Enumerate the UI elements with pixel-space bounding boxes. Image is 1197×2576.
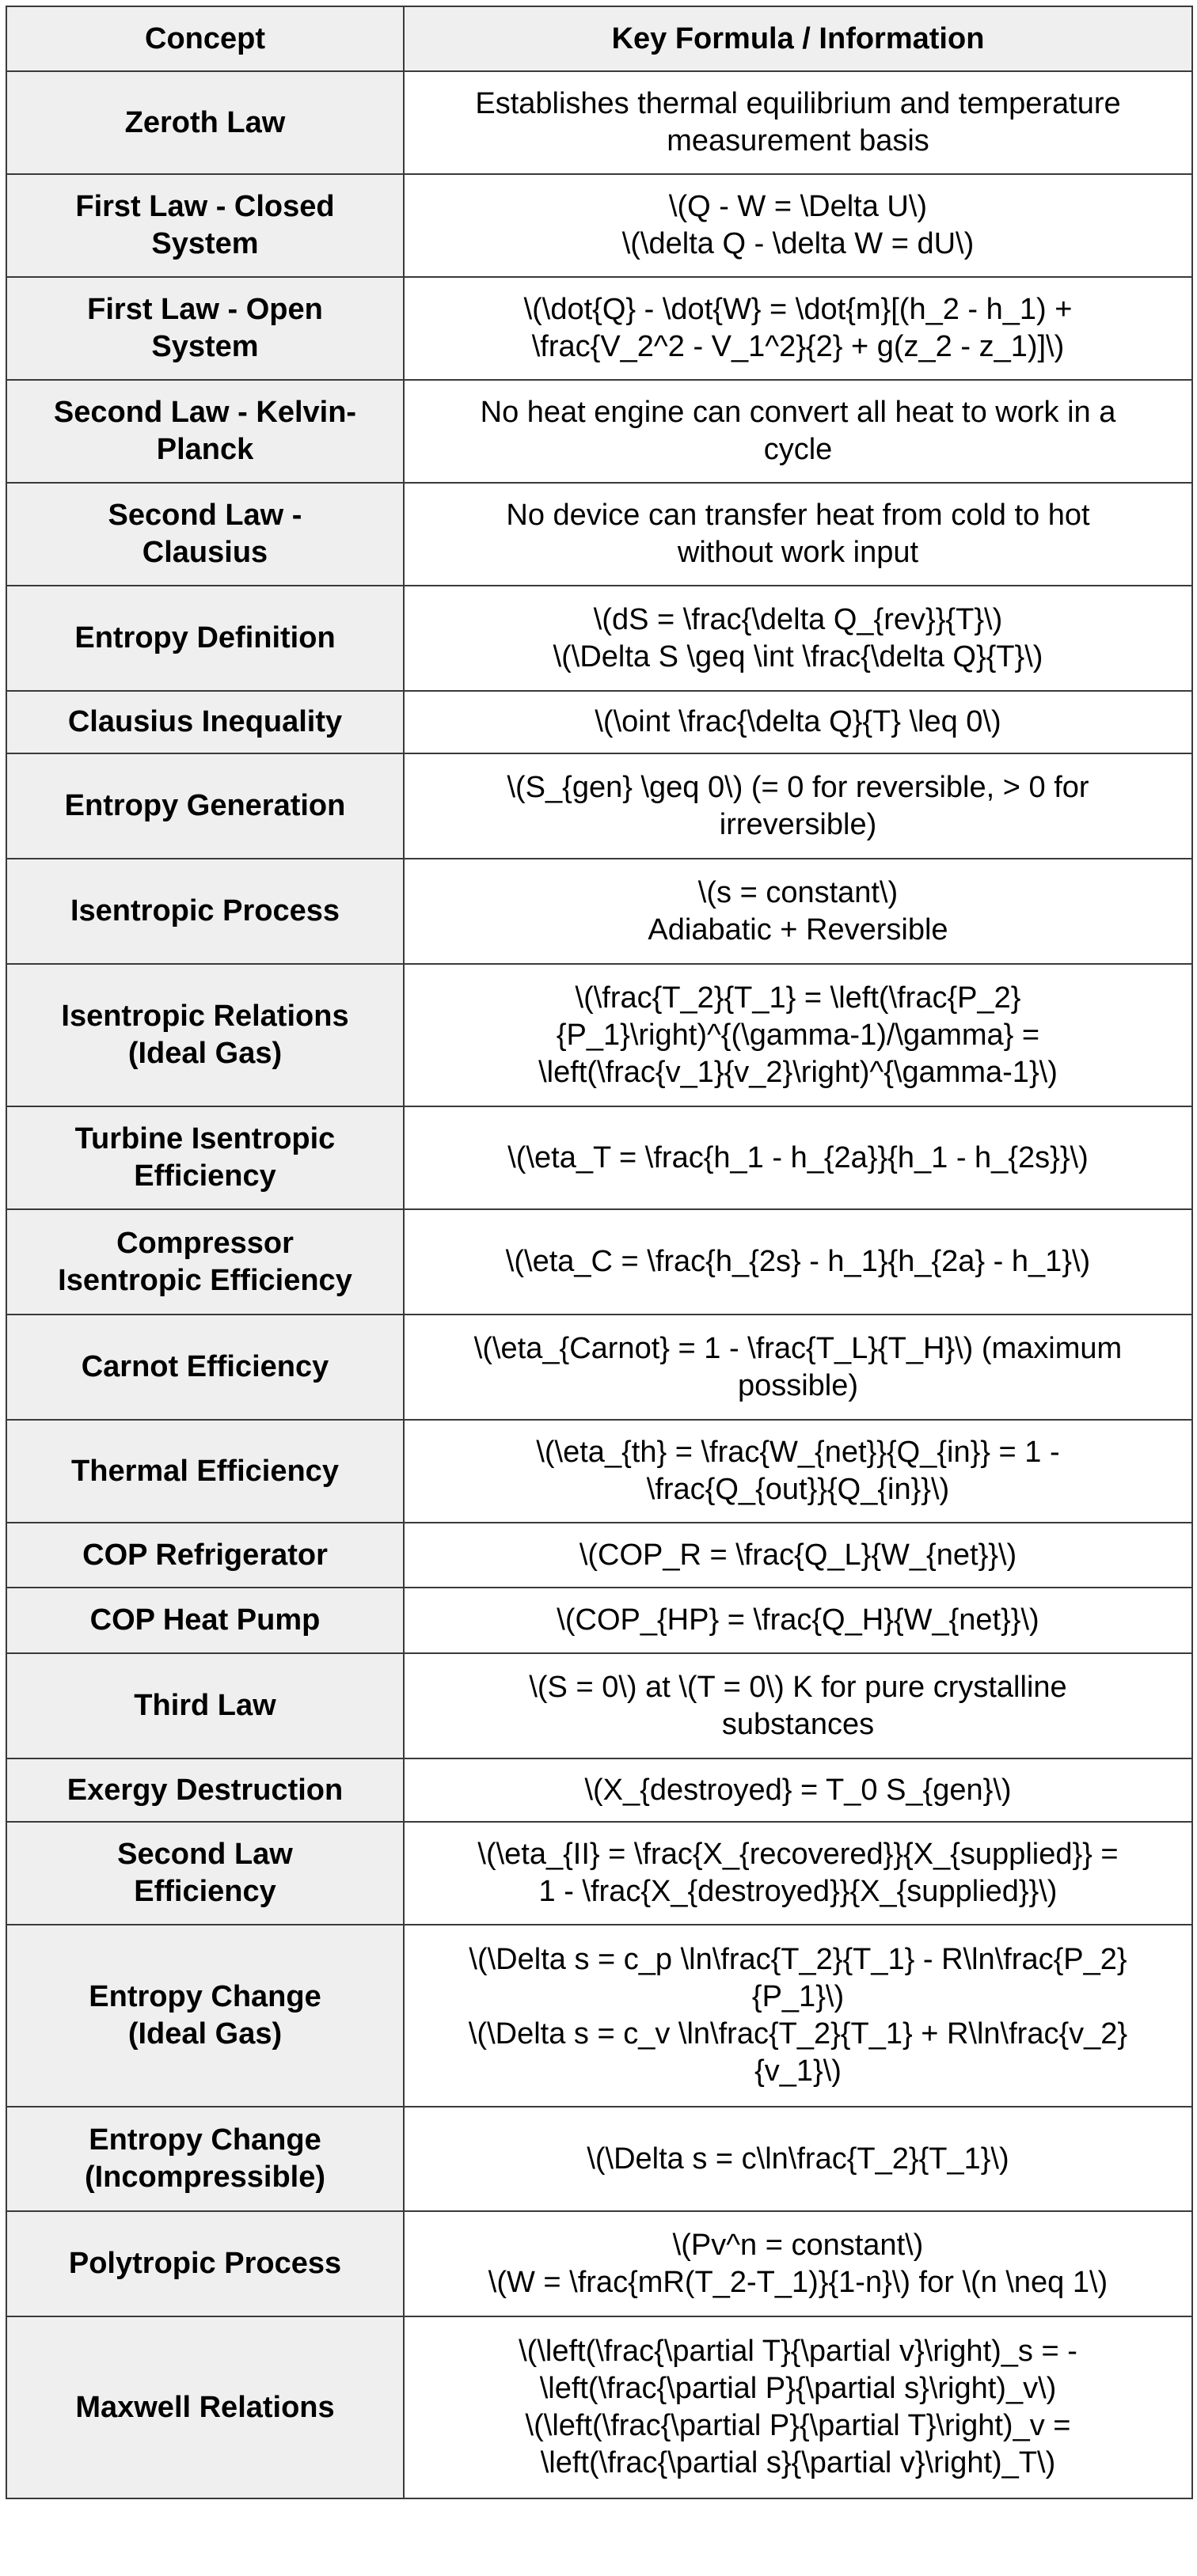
table-header-row [6, 6, 1192, 71]
formula-cell [404, 2211, 1192, 2316]
concept-line: Zeroth Law [124, 105, 286, 139]
formula-cell [404, 586, 1192, 691]
formula-cell [404, 1822, 1192, 1925]
table-row [6, 1106, 1192, 1209]
formula-line: \(\eta_C = \frac{h_{2s} - h_1}{h_{2a} - h_1}\) [505, 1245, 1091, 1278]
formula-line: \(COP_R = \frac{Q_L}{W_{net}}\) [579, 1538, 1017, 1572]
formula-cell [404, 691, 1192, 753]
formula-line: \(\left(\frac{\partial T}{\partial v}\right)_s = - [519, 2335, 1077, 2368]
concept-cell [6, 1653, 404, 1758]
table-row [6, 1523, 1192, 1588]
concept-cell [6, 859, 404, 964]
formula-line: \(\frac{T_2}{T_1} = \left(\frac{P_2} [575, 981, 1021, 1015]
concept-cell [6, 1420, 404, 1523]
table-row [6, 859, 1192, 964]
concept-cell [6, 1588, 404, 1653]
table-row [6, 1925, 1192, 2107]
formula-line: \(\dot{Q} - \dot{W} = \dot{m}[(h_2 - h_1) + [523, 293, 1073, 326]
concept-line: Carnot Efficiency [81, 1350, 329, 1383]
formula-line: \(\eta_T = \frac{h_1 - h_{2a}}{h_1 - h_{2s}}\) [507, 1140, 1089, 1174]
concept-cell [6, 2107, 404, 2211]
concept-line: System [151, 227, 259, 260]
concept-line: Isentropic Relations [61, 1000, 349, 1033]
formula-line: No heat engine can convert all heat to work in a [480, 396, 1116, 429]
concept-line: Third Law [134, 1689, 276, 1722]
concept-line: Thermal Efficiency [71, 1454, 339, 1488]
formula-line: \(\eta_{th} = \frac{W_{net}}{Q_{in}} = 1 - [536, 1436, 1060, 1469]
table-row [6, 691, 1192, 753]
concept-line: COP Heat Pump [89, 1603, 321, 1637]
concept-line: Exergy Destruction [66, 1773, 344, 1807]
formula-line: Adiabatic + Reversible [648, 912, 948, 947]
table-body [6, 71, 1192, 2498]
formula-cell [404, 380, 1192, 483]
concept-line: (Ideal Gas) [127, 1037, 283, 1070]
formula-line: \left(\frac{v_1}{v_2}\right)^{\gamma-1}\) [538, 1055, 1058, 1089]
concept-cell [6, 964, 404, 1106]
formula-cell [404, 1925, 1192, 2107]
column-header-concept: Concept [6, 6, 404, 71]
concept-cell [6, 1106, 404, 1209]
concept-line: Clausius Inequality [67, 705, 343, 738]
concept-line: Second Law [117, 1838, 293, 1871]
formula-line: \(\left(\frac{\partial P}{\partial T}\right)_v = [525, 2409, 1071, 2442]
concept-line: Efficiency [134, 1875, 276, 1908]
concept-line: Clausius [142, 536, 268, 569]
concept-cell [6, 2211, 404, 2316]
formula-line: irreversible) [719, 807, 877, 841]
formula-line: \(S_{gen} \geq 0\) (= 0 for reversible, > 0 for [507, 770, 1089, 804]
concept-cell [6, 1523, 404, 1588]
formula-line: \(\oint \frac{\delta Q}{T} \leq 0\) [595, 705, 1001, 738]
formula-line: {P_1}\right)^{(\gamma-1)/\gamma} = [556, 1018, 1040, 1052]
table-row [6, 277, 1192, 380]
concept-line: Isentropic Efficiency [58, 1263, 352, 1297]
formula-line: \(\eta_{Carnot} = 1 - \frac{T_L}{T_H}\) (maximum [473, 1331, 1123, 1365]
table-row [6, 1420, 1192, 1523]
formula-line: substances [721, 1707, 875, 1741]
formula-line: \(Q - W = \Delta U\) [668, 190, 928, 223]
formula-line: \(\delta Q - \delta W = dU\) [621, 227, 975, 260]
concept-cell [6, 483, 404, 586]
concept-cell [6, 1822, 404, 1925]
formula-cell [404, 483, 1192, 586]
table-row [6, 71, 1192, 174]
table-row [6, 1209, 1192, 1315]
formula-cell [404, 1758, 1192, 1822]
formula-cell [404, 1588, 1192, 1653]
formula-line: \left(\frac{\partial s}{\partial v}\right)_T\) [540, 2446, 1056, 2479]
formula-table [6, 6, 1193, 2499]
table-row [6, 1653, 1192, 1758]
table-row [6, 2107, 1192, 2211]
concept-line: (Ideal Gas) [127, 2017, 283, 2051]
formula-cell [404, 859, 1192, 964]
formula-line: \(\Delta s = c\ln\frac{T_2}{T_1}\) [587, 2142, 1009, 2176]
concept-line: Entropy Change [89, 2123, 321, 2157]
formula-cell [404, 1653, 1192, 1758]
concept-line: Entropy Definition [74, 621, 336, 654]
formula-line: possible) [737, 1368, 859, 1402]
formula-line: \frac{V_2^2 - V_1^2}{2} + g(z_2 - z_1)]\) [531, 330, 1065, 363]
column-header-info: Key Formula / Information [404, 6, 1192, 71]
concept-cell [6, 380, 404, 483]
formula-cell [404, 2316, 1192, 2498]
table-row [6, 2316, 1192, 2498]
formula-line: \(dS = \frac{\delta Q_{rev}}{T}\) [593, 602, 1003, 636]
formula-line: \(X_{destroyed} = T_0 S_{gen}\) [584, 1773, 1012, 1807]
concept-line: (Incompressible) [84, 2161, 326, 2194]
formula-line: 1 - \frac{X_{destroyed}}{X_{supplied}}\) [538, 1875, 1058, 1908]
concept-line: Planck [156, 433, 254, 466]
formula-cell [404, 1209, 1192, 1315]
formula-cell [404, 753, 1192, 859]
formula-cell [404, 1315, 1192, 1420]
formula-line: {P_1}\) [751, 1980, 845, 2013]
concept-cell [6, 174, 404, 277]
formula-line: {v_1}\) [754, 2054, 842, 2088]
concept-cell [6, 1925, 404, 2107]
table-row [6, 586, 1192, 691]
concept-line: Turbine Isentropic [74, 1122, 336, 1155]
table-row [6, 753, 1192, 859]
formula-line: \(\Delta s = c_p \ln\frac{T_2}{T_1} - R\ln\frac{P_2} [469, 1943, 1127, 1976]
concept-cell [6, 1209, 404, 1315]
concept-line: Polytropic Process [68, 2247, 342, 2280]
table-row [6, 1588, 1192, 1653]
formula-cell [404, 277, 1192, 380]
concept-line: Efficiency [134, 1159, 276, 1193]
concept-cell [6, 277, 404, 380]
table-row [6, 964, 1192, 1106]
formula-line: \(W = \frac{mR(T_2-T_1)}{1-n}\) for \(n \neq 1\) [488, 2265, 1108, 2299]
concept-cell [6, 71, 404, 174]
formula-cell [404, 1106, 1192, 1209]
concept-line: System [151, 330, 259, 363]
formula-line: \(s = constant\) [697, 875, 899, 909]
formula-cell [404, 1420, 1192, 1523]
formula-line: \frac{Q_{out}}{Q_{in}}\) [646, 1473, 950, 1506]
concept-line: Entropy Change [89, 1980, 321, 2013]
table-row [6, 380, 1192, 483]
table-row [6, 1822, 1192, 1925]
formula-line: \(S = 0\) at \(T = 0\) K for pure crystalline [529, 1670, 1067, 1704]
formula-line: Establishes thermal equilibrium and temperature [475, 87, 1121, 120]
table-row [6, 483, 1192, 586]
table-row [6, 174, 1192, 277]
table-row [6, 2211, 1192, 2316]
formula-line: \left(\frac{\partial P}{\partial s}\right)_v\) [539, 2372, 1057, 2405]
formula-cell [404, 71, 1192, 174]
formula-line: measurement basis [667, 124, 929, 157]
concept-cell [6, 753, 404, 859]
concept-line: Second Law - [108, 499, 302, 532]
formula-line: \(\eta_{II} = \frac{X_{recovered}}{X_{supplied}} = [477, 1838, 1119, 1871]
concept-cell [6, 691, 404, 753]
concept-cell [6, 586, 404, 691]
formula-line: \(\Delta S \geq \int \frac{\delta Q}{T}\) [553, 639, 1043, 673]
concept-cell [6, 2316, 404, 2498]
formula-line: No device can transfer heat from cold to hot [506, 499, 1090, 532]
formula-cell [404, 174, 1192, 277]
concept-line: First Law - Closed [75, 190, 335, 223]
table-row [6, 1758, 1192, 1822]
concept-line: First Law - Open [87, 293, 323, 326]
formula-line: \(COP_{HP} = \frac{Q_H}{W_{net}}\) [557, 1603, 1039, 1637]
formula-line: \(\Delta s = c_v \ln\frac{T_2}{T_1} + R\ln\frac{v_2} [468, 2017, 1128, 2051]
concept-line: Compressor [116, 1226, 294, 1260]
concept-line: Maxwell Relations [75, 2390, 335, 2424]
formula-cell [404, 2107, 1192, 2211]
concept-line: Isentropic Process [70, 894, 340, 928]
concept-line: Entropy Generation [64, 789, 346, 822]
concept-line: COP Refrigerator [82, 1538, 328, 1572]
formula-cell [404, 1523, 1192, 1588]
formula-line: without work input [677, 536, 919, 569]
formula-cell [404, 964, 1192, 1106]
formula-line: \(Pv^n = constant\) [672, 2228, 924, 2262]
table-row [6, 1315, 1192, 1420]
concept-line: Second Law - Kelvin- [53, 396, 357, 429]
concept-cell [6, 1315, 404, 1420]
formula-line: cycle [763, 433, 833, 466]
concept-cell [6, 1758, 404, 1822]
